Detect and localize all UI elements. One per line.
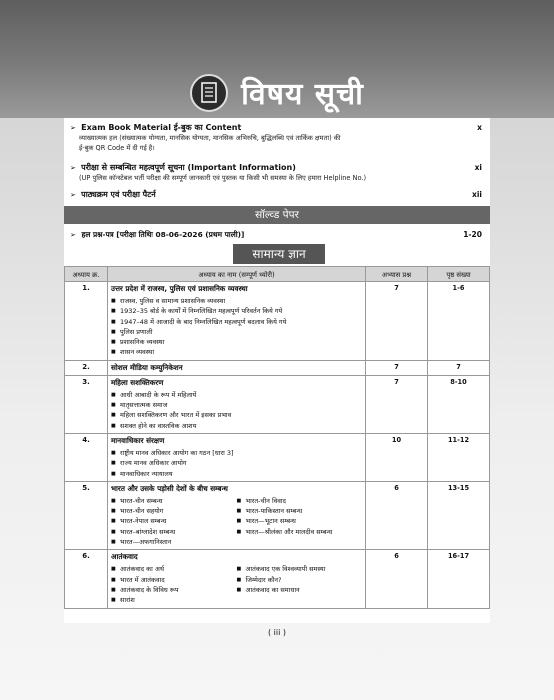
list-item: ■ भारत–बांग्लादेश सम्बन्ध: [111, 527, 237, 537]
topic-list: [111, 296, 362, 358]
list-item: ■ 1932–35 बोर्ड के कार्यों में निम्नलिखित महत्वपूर्ण परिवर्तन किये गये: [111, 306, 362, 316]
topic-list: [111, 448, 362, 479]
chapter-name: आतंकवाद: [111, 552, 138, 562]
list-item: ■ प्रशासनिक व्यवस्था: [111, 337, 362, 347]
page-range: 16-17: [428, 550, 490, 608]
list-item: ■ भारत-पाकिस्तान सम्बन्ध: [237, 506, 363, 516]
topic-columns: [111, 496, 362, 547]
topic-columns: [111, 564, 362, 605]
list-item: ■ जिम्मेदार कौन?: [237, 575, 363, 585]
list-item: ■ मातृसत्तात्मक समाज: [111, 400, 362, 410]
list-item: ■ आतंकवाद का समाधान: [237, 585, 363, 595]
topic-column-right: [237, 564, 363, 605]
intro-item-1-desc2: ई-बुक QR Code में दी गई है।: [79, 144, 155, 152]
page-title: विषय सूची: [241, 77, 364, 112]
chapter-cell: [108, 433, 366, 481]
intro-item-2-title: परीक्षा से सम्बन्धित महत्वपूर्ण सूचना (Important Information): [81, 163, 296, 172]
topic-column-left: [111, 496, 237, 547]
list-item: ■ महिला सशक्तिकरण और भारत में इसका प्रभाव: [111, 410, 362, 420]
chapter-no: 4.: [65, 433, 108, 481]
intro-item-3-title: पाठ्यक्रम एवं परीक्षा पैटर्न: [81, 190, 156, 199]
list-item: ■ भारत में आतंकवाद: [111, 575, 237, 585]
paper-pages: 1-20: [463, 230, 482, 239]
col-header-page: पृष्ठ संख्या: [428, 267, 490, 282]
table-row: [65, 282, 490, 361]
paper-label: हल प्रश्न-पत्र [परीक्षा तिथिः 08-06-2026 (प्रथम पाली)]: [81, 230, 245, 239]
document-list-icon: [190, 74, 228, 112]
arrow-bullet-icon: ➢: [70, 164, 76, 172]
chapter-cell: [108, 375, 366, 433]
chapter-name: महिला सशक्तिकरण: [111, 377, 164, 387]
list-item: ■ राष्ट्रीय मानव अधिकार आयोग का गठन [धारा 3]: [111, 448, 362, 458]
section-tab: सामान्य ज्ञान: [233, 244, 325, 264]
list-item: ■ भारत-चीन विवाद: [237, 496, 363, 506]
list-item: ■ आतंकवाद एक विश्वव्यापी समस्या: [237, 564, 363, 574]
list-item: ■ पुलिस प्रणाली: [111, 327, 362, 337]
col-header-chapter-name: अध्याय का नाम (सम्पूर्ण थ्योरी): [108, 267, 366, 282]
chapter-no: 1.: [65, 282, 108, 361]
list-item: ■ सारांश: [111, 595, 237, 605]
chapter-no: 5.: [65, 481, 108, 549]
list-item: ■ राज्य मानव अधिकार आयोग: [111, 458, 362, 468]
list-item: ■ भारत—भूटान सम्बन्ध: [237, 516, 363, 526]
practice-count: 6: [366, 550, 428, 608]
topic-column-right: [237, 496, 363, 547]
intro-item-3-page: xii: [472, 190, 482, 199]
table-row: [65, 433, 490, 481]
chapter-no: 2.: [65, 360, 108, 375]
title-area: [0, 72, 554, 113]
chapter-cell: [108, 550, 366, 608]
solved-paper-bar: सॉल्व्ड पेपर: [64, 206, 490, 224]
topic-list: [111, 390, 362, 431]
practice-count: 7: [366, 375, 428, 433]
intro-item-1-desc: व्याख्यात्मक हल (संख्यात्मक योग्यता, मानसिक योग्यता, मानसिक अभिरुचि, बुद्धिलब्धि एवं तार्किक क्षमता) की: [79, 134, 341, 142]
practice-count: 7: [366, 360, 428, 375]
list-item: ■ भारत—अफगानिस्तान: [111, 537, 237, 547]
chapter-cell: [108, 282, 366, 361]
chapter-name: उत्तर प्रदेश में राजस्व, पुलिस एवं प्रशासनिक व्यवस्था: [111, 284, 248, 293]
practice-count: 7: [366, 282, 428, 361]
arrow-bullet-icon: ➢: [70, 231, 76, 239]
list-item: ■ भारत-चीन सम्बन्ध: [111, 496, 237, 506]
intro-item-2-page: xi: [474, 163, 482, 172]
intro-item-1-title: Exam Book Material ई-बुक का Content: [81, 123, 242, 132]
chapter-no: 3.: [65, 375, 108, 433]
chapter-name: सोशल मीडिया कम्युनिकेशन: [111, 362, 183, 372]
paper-line: [70, 230, 484, 240]
toc-table: [64, 266, 490, 609]
list-item: ■ भारत—श्रीलंका और मालदीव सम्बन्ध: [237, 527, 363, 537]
intro-item-2-desc: (UP पुलिस कॉन्स्टेबल भर्ती परीक्षा की सम्पूर्ण जानकारी एवं पुस्तक या किसी भी समस्या के लिए हमारा Helpline No.): [79, 174, 367, 182]
list-item: ■ भारत-नेपाल सम्बन्ध: [111, 516, 237, 526]
intro-item-1-page: x: [477, 123, 482, 132]
content-page: [64, 118, 490, 623]
chapter-no: 6.: [65, 550, 108, 608]
page-range: 8-10: [428, 375, 490, 433]
practice-count: 10: [366, 433, 428, 481]
list-item: ■ आतंकवाद के विविध रूप: [111, 585, 237, 595]
arrow-bullet-icon: ➢: [70, 191, 76, 199]
intro-item-2: [70, 163, 484, 183]
list-item: ■ मानवाधिकार न्यायालय: [111, 469, 362, 479]
chapter-name: मानवाधिकार संरक्षण: [111, 435, 165, 445]
table-row: [65, 375, 490, 433]
topic-column-left: [111, 564, 237, 605]
chapter-name: भारत और उसके पड़ोसी देशों के बीच सम्बन्ध: [111, 483, 228, 493]
chapter-cell: [108, 360, 366, 375]
list-item: ■ 1947–48 में आजादी के बाद निम्नलिखित महत्वपूर्ण बदलाव किये गये: [111, 317, 362, 327]
table-row: [65, 360, 490, 375]
table-row: [65, 550, 490, 608]
col-header-chapter-no: अध्याय क्र.: [65, 267, 108, 282]
chapter-cell: [108, 481, 366, 549]
practice-count: 6: [366, 481, 428, 549]
list-item: ■ शासन व्यवस्था: [111, 347, 362, 357]
col-header-practice: अभ्यास प्रश्न: [366, 267, 428, 282]
page-range: 11-12: [428, 433, 490, 481]
page-range: 13-15: [428, 481, 490, 549]
list-item: ■ आतंकवाद का अर्थ: [111, 564, 237, 574]
list-item: ■ आधी आबादी के रूप में महिलायें: [111, 390, 362, 400]
intro-item-3: [70, 190, 484, 200]
list-item: ■ सशक्त होने का वास्तविक आशय: [111, 421, 362, 431]
arrow-bullet-icon: ➢: [70, 124, 76, 132]
table-row: [65, 481, 490, 549]
list-item: ■ राजस्व, पुलिस व सामान्य प्रशासनिक व्यवस्था: [111, 296, 362, 306]
page-number: ( iii ): [268, 628, 286, 637]
page-range: 7: [428, 360, 490, 375]
page-range: 1-6: [428, 282, 490, 361]
table-header-row: [65, 267, 490, 282]
intro-item-1: [70, 123, 484, 153]
list-item: ■ भारत-चीन सहयोग: [111, 506, 237, 516]
